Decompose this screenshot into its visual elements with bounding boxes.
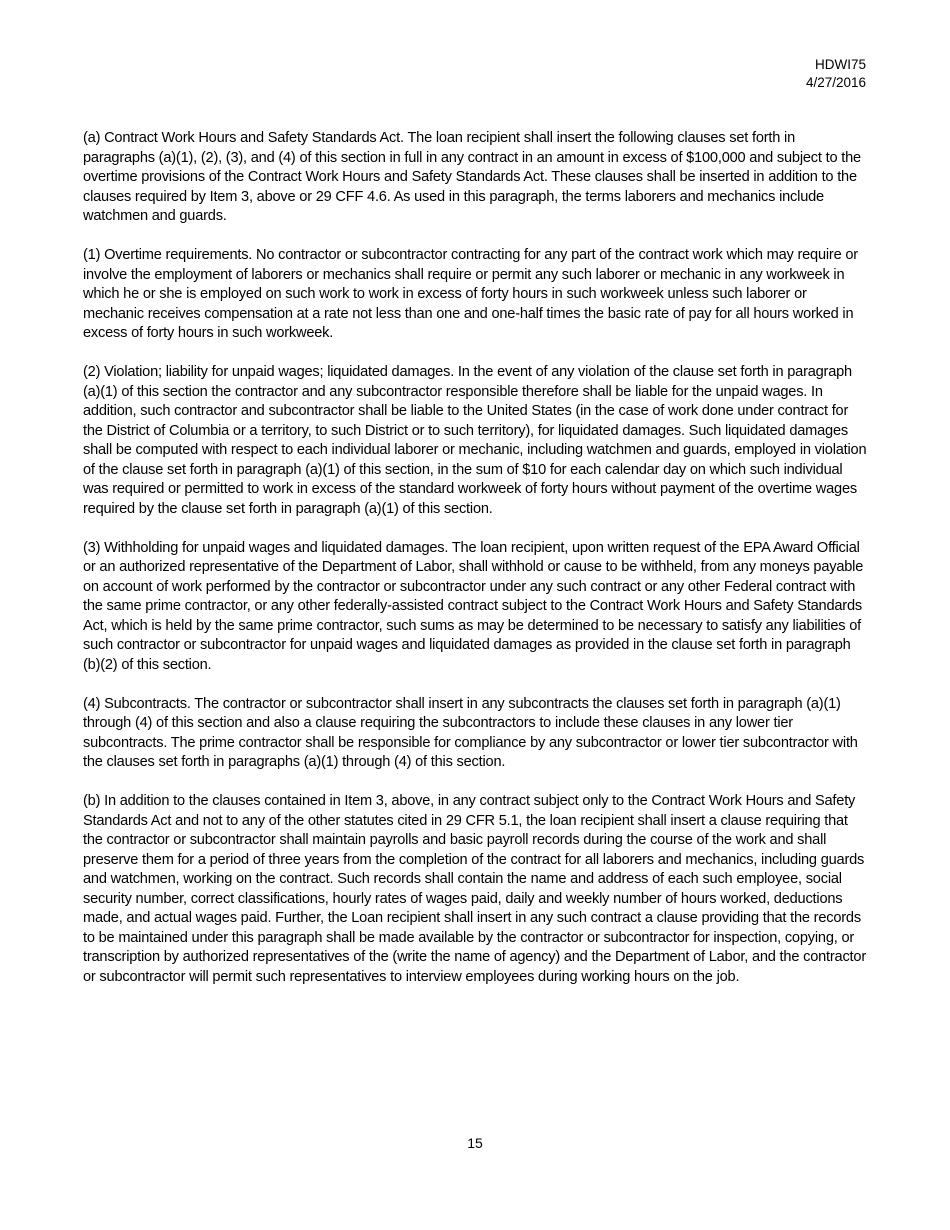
- document-body: [83, 129, 869, 1007]
- document-id: HDWI75: [814, 57, 866, 72]
- paragraph-a-contract-work-hours: (a) Contract Work Hours and Safety Standards Act. The loan recipient shall insert the following clauses set forth in paragraphs (a)(1), (2), (3), and (4) of this section in full in any contract in an amount in excess of $100,000 and subject to the overtime provisions of the Contract Work Hours and Safety Standards Act. These clauses shall be inserted in addition to the clauses required by Item 3, above or 29 CFF 4.6. As used in this paragraph, the terms laborers and mechanics include watchmen and guards.: [83, 130, 861, 224]
- page-header: [806, 56, 866, 92]
- paragraph-3-withholding: (3) Withholding for unpaid wages and liquidated damages. The loan recipient, upon written request of the EPA Award Official or an authorized representative of the Department of Labor, shall withhold or cause to be withheld, from any moneys payable on account of work performed by the contractor or subcontractor under any such contract or any other Federal contract with the same prime contractor, or any other federally-assisted contract subject to the Contract Work Hours and Safety Standards Act, which is held by the same prime contractor, such sums as may be determined to be necessary to satisfy any liabilities of such contractor or subcontractor for unpaid wages and liquidated damages as provided in the clause set forth in paragraph (b)(2) of this section.: [83, 539, 864, 673]
- paragraph-4-subcontracts: (4) Subcontracts. The contractor or subcontractor shall insert in any subcontracts the clauses set forth in paragraph (a)(1) through (4) of this section and also a clause requiring the subcontractors to include these clauses in any lower tier subcontracts. The prime contractor shall be responsible for compliance by any subcontractor or lower tier subcontractor with the clauses set forth in paragraphs (a)(1) through (4) of this section.: [83, 695, 858, 770]
- paragraph-1-overtime-requirements: (1) Overtime requirements. No contractor or subcontractor contracting for any part of the contract work which may require or involve the employment of laborers or mechanics shall require or permit any such laborer or mechanic in any workweek in which he or she is employed on such work to work in excess of forty hours in such workweek unless such laborer or mechanic receives compensation at a rate not less than one and one-half times the basic rate of pay for all hours worked in excess of forty hours in such workweek.: [83, 247, 858, 341]
- paragraph-b-payroll-records: (b) In addition to the clauses contained in Item 3, above, in any contract subject only to the Contract Work Hours and Safety Standards Act and not to any of the other statutes cited in 29 CFR 5.1, the loan recipient shall insert a clause requiring that the contractor or subcontractor shall maintain payrolls and basic payroll records during the course of the work and shall preserve them for a period of three years from the completion of the contract for all laborers and mechanics, including guards and watchmen, working on the contract. Such records shall contain the name and address of each such employee, social security number, correct classifications, hourly rates of wages paid, daily and weekly number of hours worked, deductions made, and actual wages paid. Further, the Loan recipient shall insert in any such contract a clause providing that the records to be maintained under this paragraph shall be made available by the contractor or subcontractor for inspection, copying, or transcription by authorized representatives of the (write the name of agency) and the Department of Labor, and the contractor or subcontractor will permit such representatives to interview employees during working hours on the job.: [83, 793, 866, 985]
- paragraph-2-violation-liability: (2) Violation; liability for unpaid wages; liquidated damages. In the event of any violation of the clause set forth in paragraph (a)(1) of this section the contractor and any subcontractor responsible therefore shall be liable for the unpaid wages. In addition, such contractor and subcontractor shall be liable to the United States (in the case of work done under contract for the District of Columbia or a territory, to such District or to such territory), for liquidated damages. Such liquidated damages shall be computed with respect to each individual laborer or mechanic, including watchmen and guards, employed in violation of the clause set forth in paragraph (a)(1) of this section, in the sum of $10 for each calendar day on which such individual was required or permitted to work in excess of the standard workweek of forty hours without payment of the overtime wages required by the clause set forth in paragraph (a)(1) of this section.: [83, 364, 867, 517]
- document-date: 4/27/2016: [805, 75, 866, 90]
- page-number: 15: [467, 1135, 483, 1151]
